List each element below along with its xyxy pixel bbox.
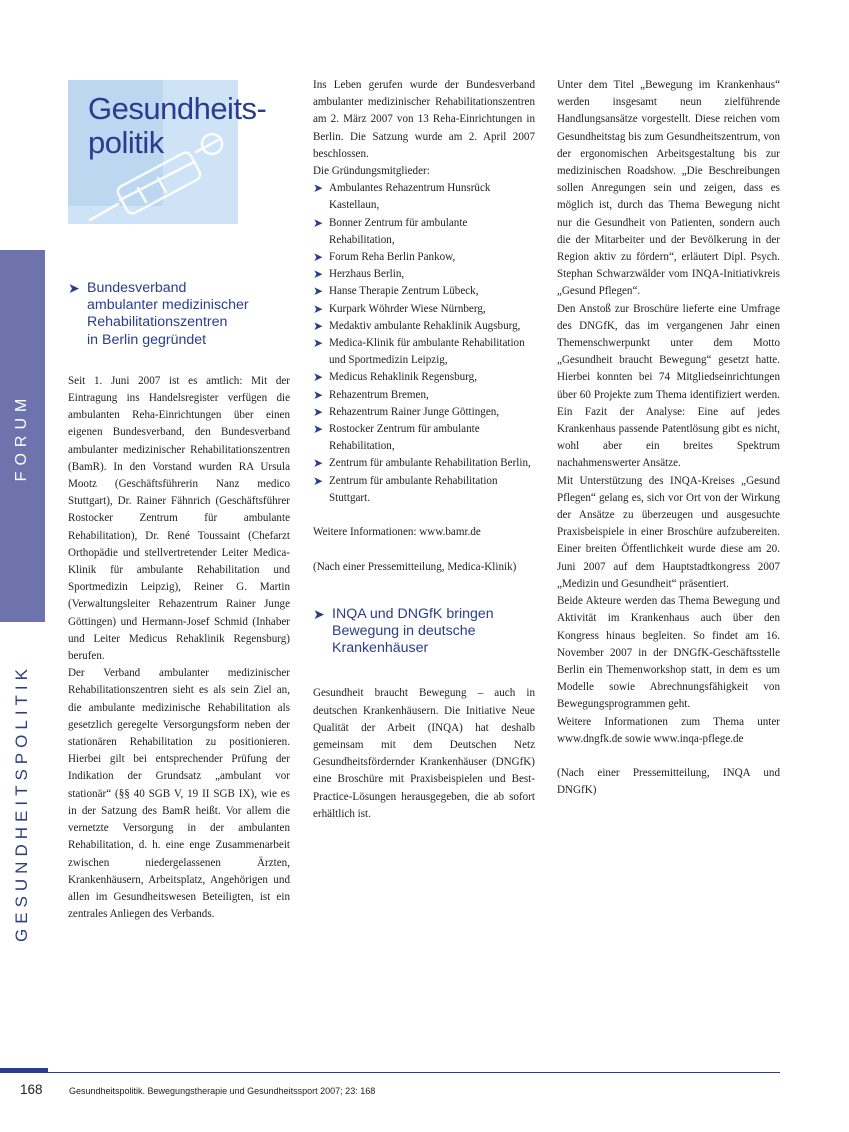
article-1-heading-line: Bundesverband [87,280,187,296]
article-1-heading-text [87,280,290,349]
list-item [313,318,535,335]
text-column-1 [68,280,290,923]
member-name: Rehazentrum Bremen, [329,388,429,401]
member-name: Medicus Rehaklinik Regensburg, [329,371,477,384]
article-2-heading-line: Bewegung in deutsche [332,623,476,640]
article-2-paragraph: Gesundheit braucht Bewegung – auch in deutschen Krankenhäusern. Die Initiative Neue Qualität der Arbeit (INQA) hat deshalb gemeinsam mit dem Deutschen Netz Gesundheitsfördernder Krankenhäuser (DNGfK) eine Broschüre mit Praxisbeispielen und Best-Practice-Lösungen herausgegeben, die ab sofort erhältlich ist. [313,687,535,820]
arrow-bullet-icon: ➤ [313,267,324,282]
member-name: Rostocker Zentrum für ambulante Rehabilitation, [329,423,480,453]
sidebar-section-label: GESUNDHEITSPOLITIK [12,664,31,942]
list-item [313,266,535,283]
article-2-paragraph: Unter dem Titel „Bewegung im Krankenhaus“ werden insgesamt neun zielführende Handlungsansätze vorgestellt. Diese reichen vom Gesundheitstag bis zum Gesundheitszentrum, von der ergonomischen Arbeitsgestaltung bis zur medizinischen Roadshow. „Die Beschreibungen sollen Anregungen sein und zeigen, dass es möglich ist, durch das Thema Bewegung nicht nur die Gesundheit von Patienten, sondern auch die der Mitarbeiter und der Bevölkerung in der Region aktiv zu fördern“, erläutert Dipl. Psych. Stephan Schwarzwälder vom INQA-Initiativkreis „Gesund Pflegen“. [557,79,780,298]
article-1-heading-line: Rehabilitationszentren [87,314,228,331]
article-1-heading-line: in Berlin gegründet [87,331,207,348]
arrow-bullet-icon: ➤ [313,284,324,299]
footer-rule [48,1072,780,1073]
list-item [313,283,535,300]
member-name: Herzhaus Berlin, [329,268,405,281]
article-2-heading-line: INQA und DNGfK bringen [332,605,494,622]
arrow-bullet-icon: ➤ [313,181,324,196]
article-1-more-info: Weitere Informationen: www.bamr.de [313,526,481,539]
article-1-paragraph: Der Verband ambulanter medizinischer Rehabilitationszentren sieht es als sein Ziel an, die ambulante medizinische Rehabilitation als gesetzlich geregelte Versorgungsform neben der stationären Rehabilitation zu positionieren. Hierbei gilt bei entsprechender Prüfung der Indikation der Grundsatz „ambulant vor stationär“ (§§ 40 SGB V, 19 II SGB IX), wie es in der Satzung des BamR heißt. Vor allem die vernetzte Versorgung in der ambulanten Rehabilitation, d. h. eine enge Zusammenarbeit zwischen niedergelassenen Ärzten, Krankenhäusern, Arbeitsplatz, Angehörigen und allen im Gesundheitswesen Beteiligten, ist ein zentrales Anliegen des Verbands. [68,667,290,921]
list-item [313,455,535,472]
article-2-paragraph: Mit Unterstützung des INQA-Kreises „Gesund Pflegen“ gelang es, sich vor Ort von der Wirkung der Ansätze zu überzeugen und ausgesuchte Praxisbeispiele in einer Broschüre aufzubereiten. Einer breiten Öffentlichkeit wurde diese am 20. Juni 2007 auf dem Hauptstadtkongress 2007 „Medizin und Gesundheit“ präsentiert. [557,474,780,590]
page-title [88,92,266,160]
article-1-heading [68,280,290,349]
text-column-2 [313,77,535,823]
arrow-bullet-icon: ➤ [313,605,325,622]
list-item [313,473,535,507]
member-name: Zentrum für ambulante Rehabilitation Stuttgart. [329,474,498,504]
article-2-heading-text [332,606,535,658]
article-1-paragraph: Seit 1. Juni 2007 ist es amtlich: Mit der Eintragung ins Handelsregister verfügen die ambulanten Reha-Einrichtungen über einen eigenen Bundesverband, den Bundesverband ambulanter medizinischer Rehabilitationszentren (BamR). In den Vorstand wurden RA Ursula Mootz (Geschäftsführerin Nanz medico Stuttgart), Dr. Rainer Fähnrich (Geschäftsführer Rostocker Zentrum für ambulante Rehabilitation), Dr. René Toussaint (Chefarzt Orthopädie und stellvertretender Leiter Medica-Klinik für ambulante Rehabilitation und Sportmedizin Leipzig), Reiner G. Martin (Verwaltungsleiter Rehazentrum Rainer Junge Göttingen) und Hermann-Josef Schmid (Inhaber und Leiter Medicus Rehaklinik Regensburg) berufen. [68,374,290,663]
arrow-bullet-icon: ➤ [313,301,324,316]
member-name: Ambulantes Rehazentrum Hunsrück Kastellaun, [329,182,491,212]
arrow-bullet-icon: ➤ [313,404,324,419]
arrow-bullet-icon: ➤ [313,336,324,351]
article-1-heading-line: ambulanter medizinischer [87,297,249,314]
arrow-bullet-icon: ➤ [313,473,324,488]
arrow-bullet-icon: ➤ [313,215,324,230]
member-name: Medica-Klinik für ambulante Rehabilitation und Sportmedizin Leipzig, [329,337,525,367]
member-name: Rehazentrum Rainer Junge Göttingen, [329,405,500,418]
arrow-bullet-icon: ➤ [313,422,324,437]
member-name: Kurpark Wöhrder Wiese Nürnberg, [329,302,486,315]
arrow-bullet-icon: ➤ [313,250,324,265]
members-list [313,180,535,507]
article-2-more-info: Weitere Informationen zum Thema unter www.dngfk.de sowie www.inqa-pflege.de [557,715,780,745]
members-intro: Die Gründungsmitglieder: [313,165,430,178]
text-column-3 [557,77,780,800]
footer-accent-bar [0,1068,48,1073]
list-item [313,249,535,266]
article-1-paragraph: Ins Leben gerufen wurde der Bundesverband ambulanter medizinischer Rehabilitationszentren am 2. März 2007 von 13 Reha-Einrichtungen in Berlin. Die Satzung wurde am 2. April 2007 beschlossen. [313,79,535,160]
article-2-paragraph: Den Anstoß zur Broschüre lieferte eine Umfrage des DNGfK, das im vergangenen Jahr einen Themenschwerpunkt unter dem Motto „Gesundheit braucht Bewegung“ gesetzt hatte. Hierbei konnten bei 74 Mitgliedseinrichtungen über 60 Projekte zum Thema identifiziert werden. Ein Fazit der Analyse: Eine auf jedes Krankenhaus passende Patentlösung gibt es nicht, wohl aber ein breites Spektrum nachahmenswerter Ansätze. [557,302,780,470]
arrow-bullet-icon: ➤ [313,387,324,402]
article-2-paragraph: Beide Akteure werden das Thema Bewegung und Aktivität im Krankenhaus auch über den Kongress hinaus begleiten. So findet am 16. November 2007 in der DNGfK-Geschäftsstelle Berlin ein Themenworkshop statt, in dem es um Modelle sowie Abrechnungsfähigkeit von Bewegungsprogrammen geht. [557,595,780,711]
page-title-line-1: Gesundheits- [88,91,267,126]
article-1-source: (Nach einer Pressemitteilung, Medica-Klinik) [313,560,517,573]
member-name: Bonner Zentrum für ambulante Rehabilitation, [329,216,468,246]
page-number: 168 [20,1082,43,1097]
list-item [313,180,535,214]
list-item [313,387,535,404]
list-item [313,404,535,421]
member-name: Forum Reha Berlin Pankow, [329,251,456,264]
article-2-heading [313,606,535,658]
list-item [313,369,535,386]
arrow-bullet-icon: ➤ [313,370,324,385]
article-2-source: (Nach einer Pressemitteilung, INQA und DNGfK) [557,767,780,797]
list-item [313,215,535,249]
journal-reference: Gesundheitspolitik. Bewegungstherapie und Gesundheitssport 2007; 23: 168 [69,1086,376,1096]
list-item [313,335,535,369]
sidebar-forum-label: FORUM [13,392,30,482]
member-name: Hanse Therapie Zentrum Lübeck, [329,285,479,298]
arrow-bullet-icon: ➤ [68,280,80,296]
article-2-heading-line: Krankenhäuser [332,640,429,657]
list-item [313,301,535,318]
member-name: Zentrum für ambulante Rehabilitation Berlin, [329,457,531,470]
list-item [313,421,535,455]
member-name: Medaktiv ambulante Rehaklinik Augsburg, [329,319,521,332]
arrow-bullet-icon: ➤ [313,456,324,471]
arrow-bullet-icon: ➤ [313,318,324,333]
page-title-line-2: politik [88,125,164,160]
